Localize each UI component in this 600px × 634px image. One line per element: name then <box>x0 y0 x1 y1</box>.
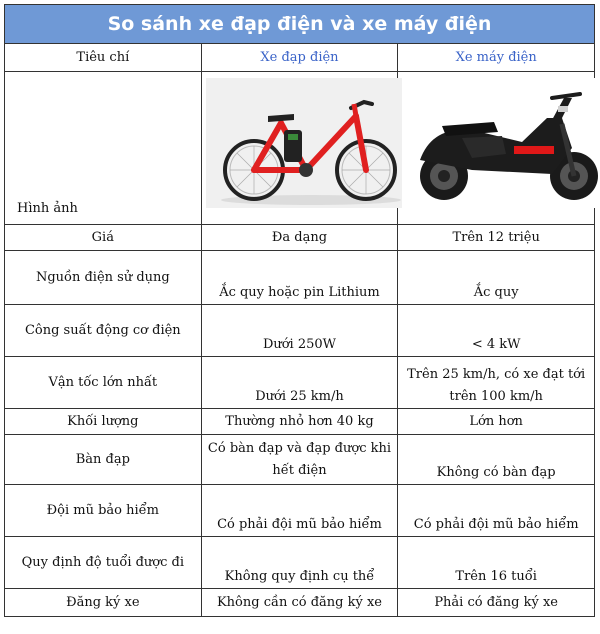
scooter-cell: Trên 12 triệu <box>398 225 595 251</box>
bike-cell: Không quy định cụ thể <box>201 537 398 589</box>
table-row <box>5 589 595 617</box>
bike-cell: Không cần có đăng ký xe <box>201 589 398 617</box>
bike-image <box>206 78 416 208</box>
header-criteria: Tiêu chí <box>5 44 202 72</box>
row-label: Đăng ký xe <box>5 589 202 617</box>
bike-cell: Dưới 25 km/h <box>201 357 398 409</box>
row-label: Quy định độ tuổi được đi <box>5 537 202 589</box>
scooter-cell: Có phải đội mũ bảo hiểm <box>398 485 595 537</box>
table-row <box>5 537 595 589</box>
header-scooter: Xe máy điện <box>398 44 595 72</box>
header-row <box>5 44 595 72</box>
electric-scooter-icon <box>402 78 600 208</box>
comparison-table <box>4 4 595 617</box>
table-row <box>5 225 595 251</box>
scooter-image-cell <box>398 72 595 225</box>
row-label: Công suất động cơ điện <box>5 305 202 357</box>
title-row <box>5 5 595 44</box>
electric-bicycle-icon <box>206 78 416 208</box>
table-row <box>5 409 595 435</box>
table-row <box>5 305 595 357</box>
scooter-cell: < 4 kW <box>398 305 595 357</box>
scooter-cell: Ắc quy <box>398 251 595 305</box>
table-title: So sánh xe đạp điện và xe máy điện <box>5 5 595 44</box>
bike-image-cell <box>201 72 398 225</box>
bike-cell: Dưới 250W <box>201 305 398 357</box>
bike-cell: Có phải đội mũ bảo hiểm <box>201 485 398 537</box>
row-label: Vận tốc lớn nhất <box>5 357 202 409</box>
table-row <box>5 357 595 409</box>
image-row-label-cell <box>5 72 202 225</box>
table-row <box>5 485 595 537</box>
scooter-cell: Trên 25 km/h, có xe đạt tới trên 100 km/h <box>398 357 595 409</box>
table-row <box>5 251 595 305</box>
bike-cell: Đa dạng <box>201 225 398 251</box>
scooter-image <box>402 78 600 208</box>
scooter-cell: Không có bàn đạp <box>398 435 595 485</box>
bike-cell: Thường nhỏ hơn 40 kg <box>201 409 398 435</box>
scooter-cell: Trên 16 tuổi <box>398 537 595 589</box>
table-row <box>5 435 595 485</box>
image-row-label: Hình ảnh <box>17 201 78 216</box>
scooter-cell: Lớn hơn <box>398 409 595 435</box>
row-label: Bàn đạp <box>5 435 202 485</box>
row-label: Nguồn điện sử dụng <box>5 251 202 305</box>
row-label: Đội mũ bảo hiểm <box>5 485 202 537</box>
bike-cell: Có bàn đạp và đạp được khi hết điện <box>201 435 398 485</box>
row-label: Giá <box>5 225 202 251</box>
row-label: Khối lượng <box>5 409 202 435</box>
comparison-table-wrapper <box>4 4 595 617</box>
scooter-cell: Phải có đăng ký xe <box>398 589 595 617</box>
bike-cell: Ắc quy hoặc pin Lithium <box>201 251 398 305</box>
image-row <box>5 72 595 225</box>
header-bike: Xe đạp điện <box>201 44 398 72</box>
